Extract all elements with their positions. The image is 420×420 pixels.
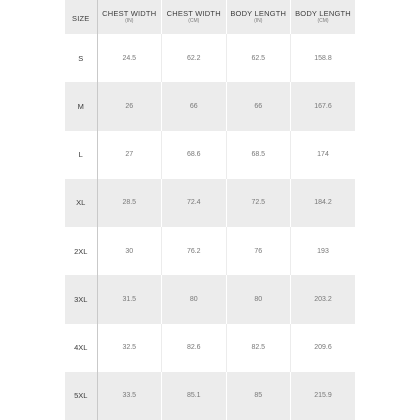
measurement-cell: 76.2 <box>162 227 227 275</box>
size-cell: 3XL <box>65 275 97 323</box>
column-header-label: CHEST WIDTH <box>102 8 157 18</box>
measurement-cell: 184.2 <box>291 179 356 227</box>
measurement-cell: 158.8 <box>291 34 356 82</box>
size-chart-table <box>65 0 355 420</box>
measurement-cell: 32.5 <box>97 324 162 372</box>
table-row <box>65 179 355 227</box>
size-cell: 2XL <box>65 227 97 275</box>
measurement-cell: 24.5 <box>97 34 162 82</box>
measurement-cell: 30 <box>97 227 162 275</box>
table-row <box>65 82 355 130</box>
column-header-unit: (IN) <box>254 17 263 24</box>
measurement-cell: 80 <box>162 275 227 323</box>
table-row <box>65 324 355 372</box>
measurement-cell: 66 <box>226 82 291 130</box>
measurement-cell: 209.6 <box>291 324 356 372</box>
size-cell: S <box>65 34 97 82</box>
measurement-cell: 82.5 <box>226 324 291 372</box>
measurement-cell: 72.5 <box>226 179 291 227</box>
column-header-unit: (CM) <box>188 17 200 24</box>
column-header-label: BODY LENGTH <box>295 8 351 18</box>
measurement-cell: 28.5 <box>97 179 162 227</box>
body-length-cm-header <box>291 0 356 34</box>
measurement-cell: 85.1 <box>162 372 227 420</box>
measurement-cell: 33.5 <box>97 372 162 420</box>
measurement-cell: 215.9 <box>291 372 356 420</box>
measurement-cell: 76 <box>226 227 291 275</box>
size-chart-body <box>65 34 355 420</box>
size-cell: XL <box>65 179 97 227</box>
table-row <box>65 34 355 82</box>
measurement-cell: 82.6 <box>162 324 227 372</box>
size-chart <box>65 0 355 420</box>
measurement-cell: 80 <box>226 275 291 323</box>
measurement-cell: 62.2 <box>162 34 227 82</box>
table-row <box>65 131 355 179</box>
column-header-label: BODY LENGTH <box>230 8 287 18</box>
size-cell: L <box>65 131 97 179</box>
measurement-cell: 167.6 <box>291 82 356 130</box>
table-row <box>65 372 355 420</box>
column-header-label: CHEST WIDTH <box>166 8 221 18</box>
chest-width-in-header <box>97 0 162 34</box>
measurement-cell: 203.2 <box>291 275 356 323</box>
table-row <box>65 227 355 275</box>
measurement-cell: 72.4 <box>162 179 227 227</box>
header-row <box>65 0 355 34</box>
size-column-header <box>65 0 97 34</box>
measurement-cell: 85 <box>226 372 291 420</box>
size-chart-header <box>65 0 355 34</box>
size-cell: M <box>65 82 97 130</box>
column-header-unit: (CM) <box>317 17 329 24</box>
size-header-label: SIZE <box>72 14 90 23</box>
measurement-cell: 68.6 <box>162 131 227 179</box>
measurement-cell: 31.5 <box>97 275 162 323</box>
measurement-cell: 193 <box>291 227 356 275</box>
size-cell: 4XL <box>65 324 97 372</box>
size-cell: 5XL <box>65 372 97 420</box>
table-row <box>65 275 355 323</box>
chest-width-cm-header <box>162 0 227 34</box>
measurement-cell: 66 <box>162 82 227 130</box>
measurement-cell: 62.5 <box>226 34 291 82</box>
measurement-cell: 26 <box>97 82 162 130</box>
column-header-unit: (IN) <box>125 17 134 24</box>
body-length-in-header <box>226 0 291 34</box>
measurement-cell: 174 <box>291 131 356 179</box>
measurement-cell: 27 <box>97 131 162 179</box>
measurement-cell: 68.5 <box>226 131 291 179</box>
